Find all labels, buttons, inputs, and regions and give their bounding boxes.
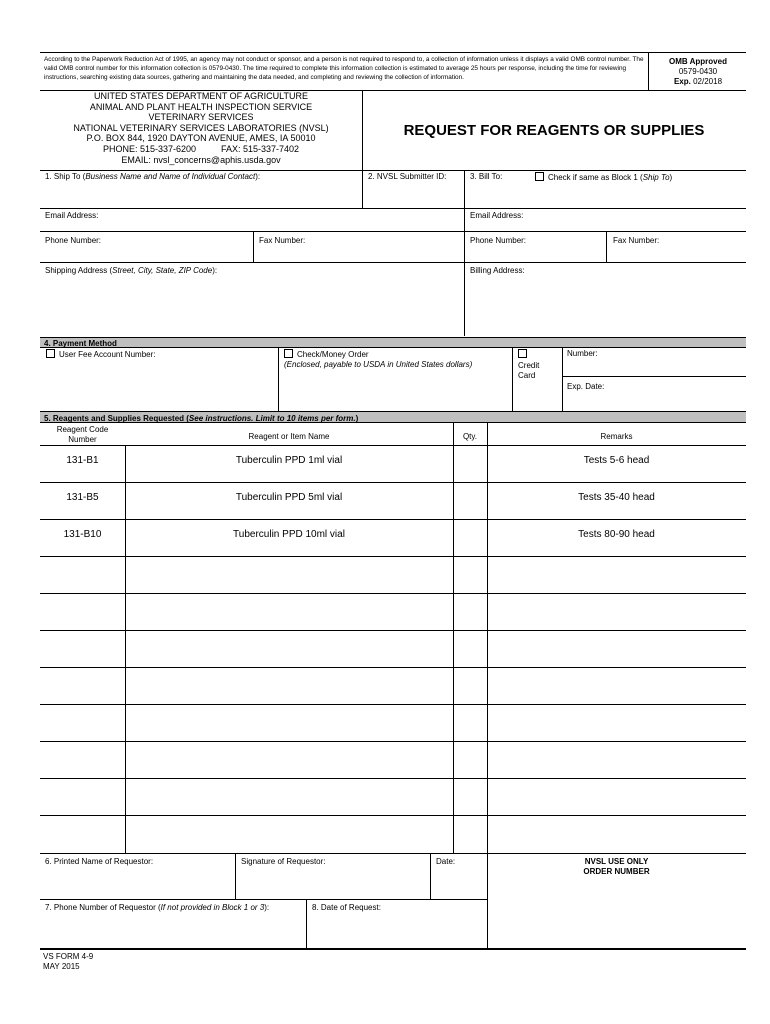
credit-card-checkbox[interactable] [518,349,531,360]
agency-line-1: UNITED STATES DEPARTMENT OF AGRICULTURE [93,91,309,101]
remarks-cell[interactable]: Tests 35-40 head [578,492,655,503]
checkbox-icon [535,172,544,181]
table-row[interactable] [40,704,746,741]
user-fee-checkbox[interactable]: User Fee Account Number: [46,349,155,360]
card-exp-label: Exp. Date: [567,382,605,391]
date-of-request-label: 8. Date of Request: [312,903,381,912]
bill-email-label: Email Address: [470,211,524,220]
date-label: Date: [436,857,456,866]
table-row[interactable] [40,815,746,852]
col-header-code: Reagent Code Number [56,425,109,444]
reagent-name-cell[interactable]: Tuberculin PPD 10ml vial [233,529,345,540]
reagent-code-cell[interactable]: 131-B10 [63,529,102,540]
reagent-name-cell[interactable]: Tuberculin PPD 5ml vial [235,492,343,503]
reagent-code-cell[interactable]: 131-B1 [66,455,99,466]
ship-email-label: Email Address: [45,211,99,220]
agency-line-5: P.O. BOX 844, 1920 DAYTON AVENUE, AMES, IA 50010 [86,133,316,144]
col-header-remarks: Remarks [600,432,633,441]
table-row[interactable] [40,593,746,630]
table-row[interactable] [40,482,746,519]
nvsl-use-only: NVSL USE ONLY ORDER NUMBER [583,857,650,876]
table-row[interactable] [40,556,746,593]
signature-label: Signature of Requestor: [241,857,326,866]
table-row[interactable] [40,630,746,667]
credit-card-label: Credit Card [518,361,540,380]
checkbox-icon [46,349,55,358]
printed-name-label: 6. Printed Name of Requestor: [45,857,154,866]
reagent-name-cell[interactable]: Tuberculin PPD 1ml vial [235,455,343,466]
card-number-label: Number: [567,349,598,358]
form-title: REQUEST FOR REAGENTS OR SUPPLIES [403,122,705,139]
submitter-id-label: 2. NVSL Submitter ID: [368,172,447,181]
omb-title: OMB Approved [669,57,727,66]
agency-line-4: NATIONAL VETERINARY SERVICES LABORATORIES (NVSL) [73,122,329,133]
checkbox-icon [284,349,293,358]
col-header-qty: Qty. [462,432,478,441]
table-row[interactable] [40,667,746,704]
col-header-name: Reagent or Item Name [248,432,330,441]
same-as-block1-checkbox[interactable]: Check if same as Block 1 (Ship To) [535,172,672,183]
bill-phone-label: Phone Number: [470,236,527,245]
table-row[interactable] [40,741,746,778]
agency-line-6: PHONE: 515-337-6200 FAX: 515-337-7402 [102,143,300,154]
omb-exp-value: 02/2018 [693,77,723,86]
omb-box [650,57,746,87]
table-row[interactable] [40,519,746,556]
table-row[interactable] [40,778,746,815]
reagents-section-header: 5. Reagents and Supplies Requested (See instructions. Limit to 10 items per form.) [40,411,746,423]
omb-number: 0579-0430 [678,67,718,76]
ship-to-label: 1. Ship To (Business Name and Name of Individual Contact): [45,172,261,181]
agency-header [40,91,362,165]
table-row[interactable] [40,445,746,482]
omb-exp-label: Exp. [673,77,691,86]
check-money-order-checkbox[interactable]: Check/Money Order [284,349,369,360]
shipping-address-label: Shipping Address (Street, City, State, ZIP Code): [45,266,218,275]
reagent-code-cell[interactable]: 131-B5 [66,492,99,503]
form-id: VS FORM 4-9 MAY 2015 [43,952,94,971]
agency-line-7: EMAIL: nvsl_concerns@aphis.usda.gov [121,154,281,165]
agency-line-3: VETERINARY SERVICES [148,112,254,123]
payment-section-header: 4. Payment Method [40,337,746,348]
paperwork-notice: According to the Paperwork Reduction Act of 1995, an agency may not conduct or sponsor, and a person is not required to respond to, a collection of information unless it displays a valid OMB control number. The valid OMB control number for this information collection is 0579-0430. The time required to complete this information collection is estimated to average 25 hours per response, including the time for reviewing instructions, searching existing data sources, gathering and maintaining the data needed, and completing and reviewing the collection of information. [44,56,644,81]
bill-to-label: 3. Bill To: [470,172,503,181]
ship-fax-label: Fax Number: [259,236,306,245]
checkbox-icon [518,349,527,358]
check-money-order-note: (Enclosed, payable to USDA in United States dollars) [284,360,473,369]
agency-line-2: ANIMAL AND PLANT HEALTH INSPECTION SERVICE [89,101,313,112]
remarks-cell[interactable]: Tests 80-90 head [578,529,655,540]
requestor-phone-label: 7. Phone Number of Requestor (If not provided in Block 1 or 3): [45,903,270,912]
ship-phone-label: Phone Number: [45,236,102,245]
billing-address-label: Billing Address: [470,266,525,275]
remarks-cell[interactable]: Tests 5-6 head [583,455,650,466]
bill-fax-label: Fax Number: [613,236,660,245]
